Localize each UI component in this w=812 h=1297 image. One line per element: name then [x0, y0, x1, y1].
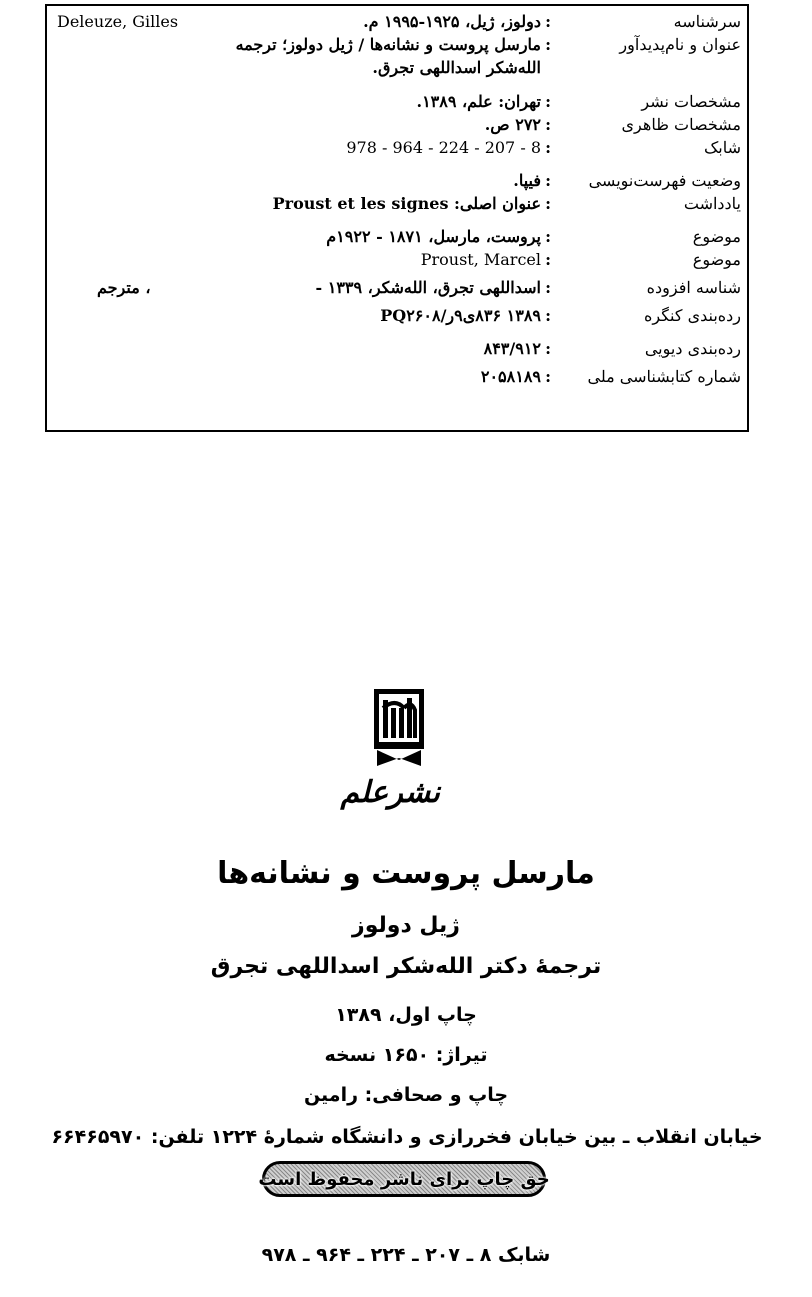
publisher-monogram-icon: [373, 688, 425, 768]
cip-value: تهران: علم، ۱۳۸۹.: [416, 92, 541, 111]
cip-colon: :: [545, 171, 551, 190]
cip-label: رده‌بندی دیویی: [644, 339, 741, 358]
cip-value: الله‌شکر اسداللهی تجرق.: [372, 58, 541, 77]
cip-label: مشخصات ظاهری: [621, 115, 741, 134]
copyright-banner: [258, 1161, 550, 1197]
cip-label: موضوع: [692, 227, 741, 246]
cip-value: 978 - 964 - 224 - 207 - 8: [346, 138, 541, 157]
cip-row-main-entry: [47, 11, 747, 33]
cip-colon: :: [545, 115, 551, 134]
cip-row-added-entry: [47, 277, 747, 299]
cip-label: رده‌بندی کنگره: [643, 306, 741, 325]
cip-label: شماره کتابشناسی ملی: [587, 367, 741, 386]
cip-row-publication: [47, 91, 747, 113]
cip-row-ddc: [47, 338, 747, 360]
cip-colon: :: [545, 194, 551, 213]
cip-label: سرشناسه: [673, 12, 741, 31]
cip-value: فیپا.: [513, 171, 541, 190]
cip-label: شابک: [703, 138, 741, 157]
cip-value: ۲۷۲ ص.: [484, 115, 541, 134]
book-title: مارسل پروست و نشانه‌ها: [217, 856, 595, 891]
cip-label: شناسه افزوده: [646, 278, 741, 297]
cip-value: مارسل پروست و نشانه‌ها / ژیل دولوز؛ ترجمه: [235, 35, 541, 54]
cip-value: ۲۰۵۸۱۸۹: [480, 367, 541, 386]
cataloging-box: [45, 4, 749, 432]
cip-row-subject-fa: [47, 226, 747, 248]
cip-value: ۱۳۸۹ ۸۳۶ی۹ر/PQ۲۶۰۸: [380, 306, 541, 325]
book-author: ژیل دولوز: [352, 913, 460, 938]
cip-author-latin: Deleuze, Gilles: [57, 12, 179, 31]
cip-row-isbn: [47, 137, 747, 159]
cip-colon: :: [545, 250, 551, 269]
publisher-address: خیابان انقلاب ـ بین خیابان فخررازی و دانشگاه شمارهٔ ۱۲۲۴ تلفن: ۶۶۴۶۵۹۷۰: [51, 1126, 763, 1148]
cip-label: موضوع: [692, 250, 741, 269]
cip-row-subject-latin: [47, 249, 747, 271]
cip-added-role: ، مترجم: [97, 278, 151, 297]
print-run-line: تیراژ: ۱۶۵۰ نسخه: [324, 1044, 488, 1066]
cip-label: یادداشت: [683, 194, 741, 213]
isbn-line: شابک ۸ ـ ۲۰۷ ـ ۲۲۴ ـ ۹۶۴ ـ ۹۷۸: [261, 1244, 551, 1266]
cip-colon: :: [545, 138, 551, 157]
cip-row-title-cont: [47, 57, 747, 79]
edition-line: چاپ اول، ۱۳۸۹: [335, 1004, 477, 1026]
cip-value: پروست، مارسل، ۱۸۷۱ - ۱۹۲۲م: [326, 227, 541, 246]
cip-label: وضعیت فهرست‌نویسی: [588, 171, 741, 190]
cip-colon: :: [545, 35, 551, 54]
cip-colon: :: [545, 227, 551, 246]
cip-colon: :: [545, 278, 551, 297]
cip-row-note: [47, 193, 747, 215]
cip-row-status: [47, 170, 747, 192]
copyright-text: حق چاپ برای ناشر محفوظ است: [258, 1168, 550, 1190]
cip-label: عنوان و نام‌پدیدآور: [619, 35, 741, 54]
book-translator: ترجمهٔ دکتر الله‌شکر اسداللهی تجرق: [210, 954, 602, 979]
publisher-signature: نشرعلم: [340, 775, 440, 810]
cip-colon: :: [545, 12, 551, 31]
cip-label: مشخصات نشر: [641, 92, 741, 111]
cip-value: ۸۴۳/۹۱۲: [483, 339, 541, 358]
cip-value: دولوز، ژیل، ۱۹۲۵-۱۹۹۵ م.: [363, 12, 541, 31]
printing-line: چاپ و صحافی: رامین: [303, 1084, 509, 1106]
cip-colon: :: [545, 367, 551, 386]
cip-row-lcc: [47, 305, 747, 327]
cip-colon: :: [545, 92, 551, 111]
cip-row-title: [47, 34, 747, 56]
cip-row-physical: [47, 114, 747, 136]
cip-row-national-bib: [47, 366, 747, 388]
cip-value: عنوان اصلی: Proust et les signes: [272, 194, 541, 213]
cip-value: Proust, Marcel: [420, 250, 541, 269]
cip-value: اسداللهی تجرق، الله‌شکر، ۱۳۳۹ -: [315, 278, 541, 297]
cip-colon: :: [545, 306, 551, 325]
cip-colon: :: [545, 339, 551, 358]
